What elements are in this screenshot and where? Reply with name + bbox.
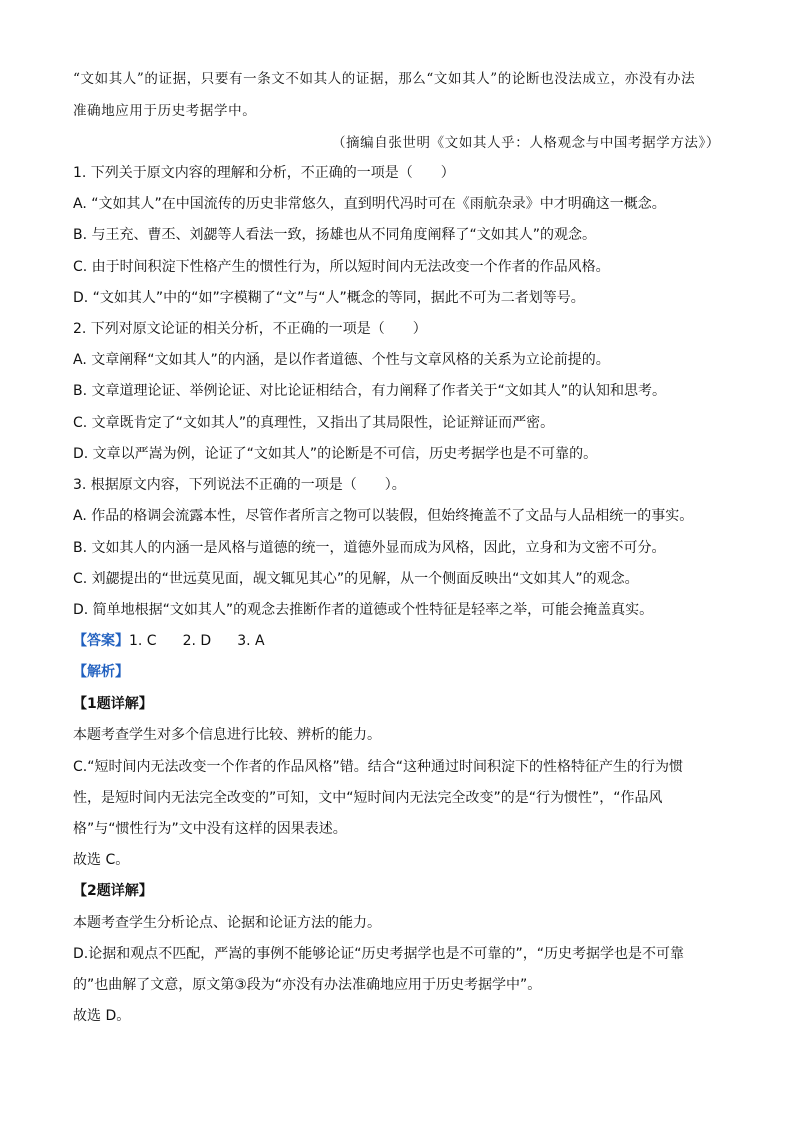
q2-detail-line-4: 故选 D。 [73,1008,131,1024]
question-1-option-c: C. 由于时间积淀下性格产生的惯性行为，所以短时间内无法改变一个作者的作品风格。 [73,259,610,275]
question-2-option-b: B. 文章道理论证、举例论证、对比论证相结合，有力阐释了作者关于“文如其人”的认知和思考。 [73,383,667,399]
question-3-stem: 3. 根据原文内容，下列说法不正确的一项是（ ）。 [73,477,406,493]
answer-item-2: 2. D [182,633,212,649]
question-3-option-c: C. 刘勰提出的“世远莫见面，觇文辄见其心”的见解，从一个侧面反映出“文如其人”的观念。 [73,571,639,587]
source-citation: （摘编自张世明《文如其人乎：人格观念与中国考据学方法》） [331,135,720,151]
q2-detail-line-2: D.论据和观点不匹配，严嵩的事例不能够论证“历史考据学也是不可靠的”，“历史考据学也是不可靠 [73,946,684,962]
intro-line-2: 准确地应用于历史考据学中。 [73,103,257,119]
question-2-option-c: C. 文章既肯定了“文如其人”的真理性，又指出了其局限性，论证辩证而严密。 [73,415,555,431]
question-2-option-d: D. 文章以严嵩为例，论证了“文如其人”的论断是不可信，历史考据学也是不可靠的。 [73,446,598,462]
answer-label: 【答案】 [73,633,129,649]
question-1-option-b: B. 与王充、曹丕、刘勰等人看法一致，扬雄也从不同角度阐释了“文如其人”的观念。 [73,227,597,243]
analysis-label: 【解析】 [73,664,129,680]
q2-detail-line-3: 的”也曲解了文意，原文第③段为“亦没有办法准确地应用于历史考据学中”。 [73,977,542,993]
question-1-stem: 1. 下列关于原文内容的理解和分析，不正确的一项是（ ） [73,165,455,181]
question-3-option-a: A. 作品的格调会流露本性，尽管作者所言之物可以装假，但始终掩盖不了文品与人品相统一的事实。 [73,508,694,524]
analysis-label-row [73,661,129,681]
answer-items [129,633,265,649]
q1-detail-line-5: 故选 C。 [73,852,130,868]
q1-detail-heading: 【1题详解】 [73,696,153,712]
question-2-option-a: A. 文章阐释“文如其人”的内涵，是以作者道德、个性与文章风格的关系为立论前提的。 [73,352,610,368]
question-1-option-d: D. “文如其人”中的“如”字模糊了“文”与“人”概念的等同，据此不可为二者划等号。 [73,290,585,306]
q1-detail-line-2: C.“短时间内无法改变一个作者的作品风格”错。结合“这种通过时间积淀下的性格特征产生的行为惯 [73,759,683,775]
q2-detail-line-1: 本题考查学生分析论点、论据和论证方法的能力。 [73,915,381,931]
q1-detail-line-4: 格”与“惯性行为”文中没有这样的因果表述。 [73,821,347,837]
q1-detail-line-1: 本题考查学生对多个信息进行比较、辨析的能力。 [73,727,381,743]
answer-item-3: 3. A [237,633,265,649]
question-3-option-d: D. 简单地根据“文如其人”的观念去推断作者的道德或个性特征是轻率之举，可能会掩盖真实。 [73,602,654,618]
answer-item-1: 1. C [129,633,157,649]
q1-detail-line-3: 性，是短时间内无法完全改变的”可知，文中“短时间内无法完全改变”的是“行为惯性”，“作品风 [73,790,663,806]
question-1-option-a: A. “文如其人”在中国流传的历史非常悠久，直到明代冯时可在《雨航杂录》中才明确这一概念。 [73,196,666,212]
question-3-option-b: B. 文如其人的内涵一是风格与道德的统一，道德外显而成为风格，因此，立身和为文密不可分。 [73,540,666,556]
answer-row [73,630,265,650]
q2-detail-heading: 【2题详解】 [73,883,153,899]
question-2-stem: 2. 下列对原文论证的相关分析，不正确的一项是（ ） [73,321,427,337]
intro-line-1: “文如其人”的证据，只要有一条文不如其人的证据，那么“文如其人”的论断也没法成立，亦没有办法 [73,71,696,87]
